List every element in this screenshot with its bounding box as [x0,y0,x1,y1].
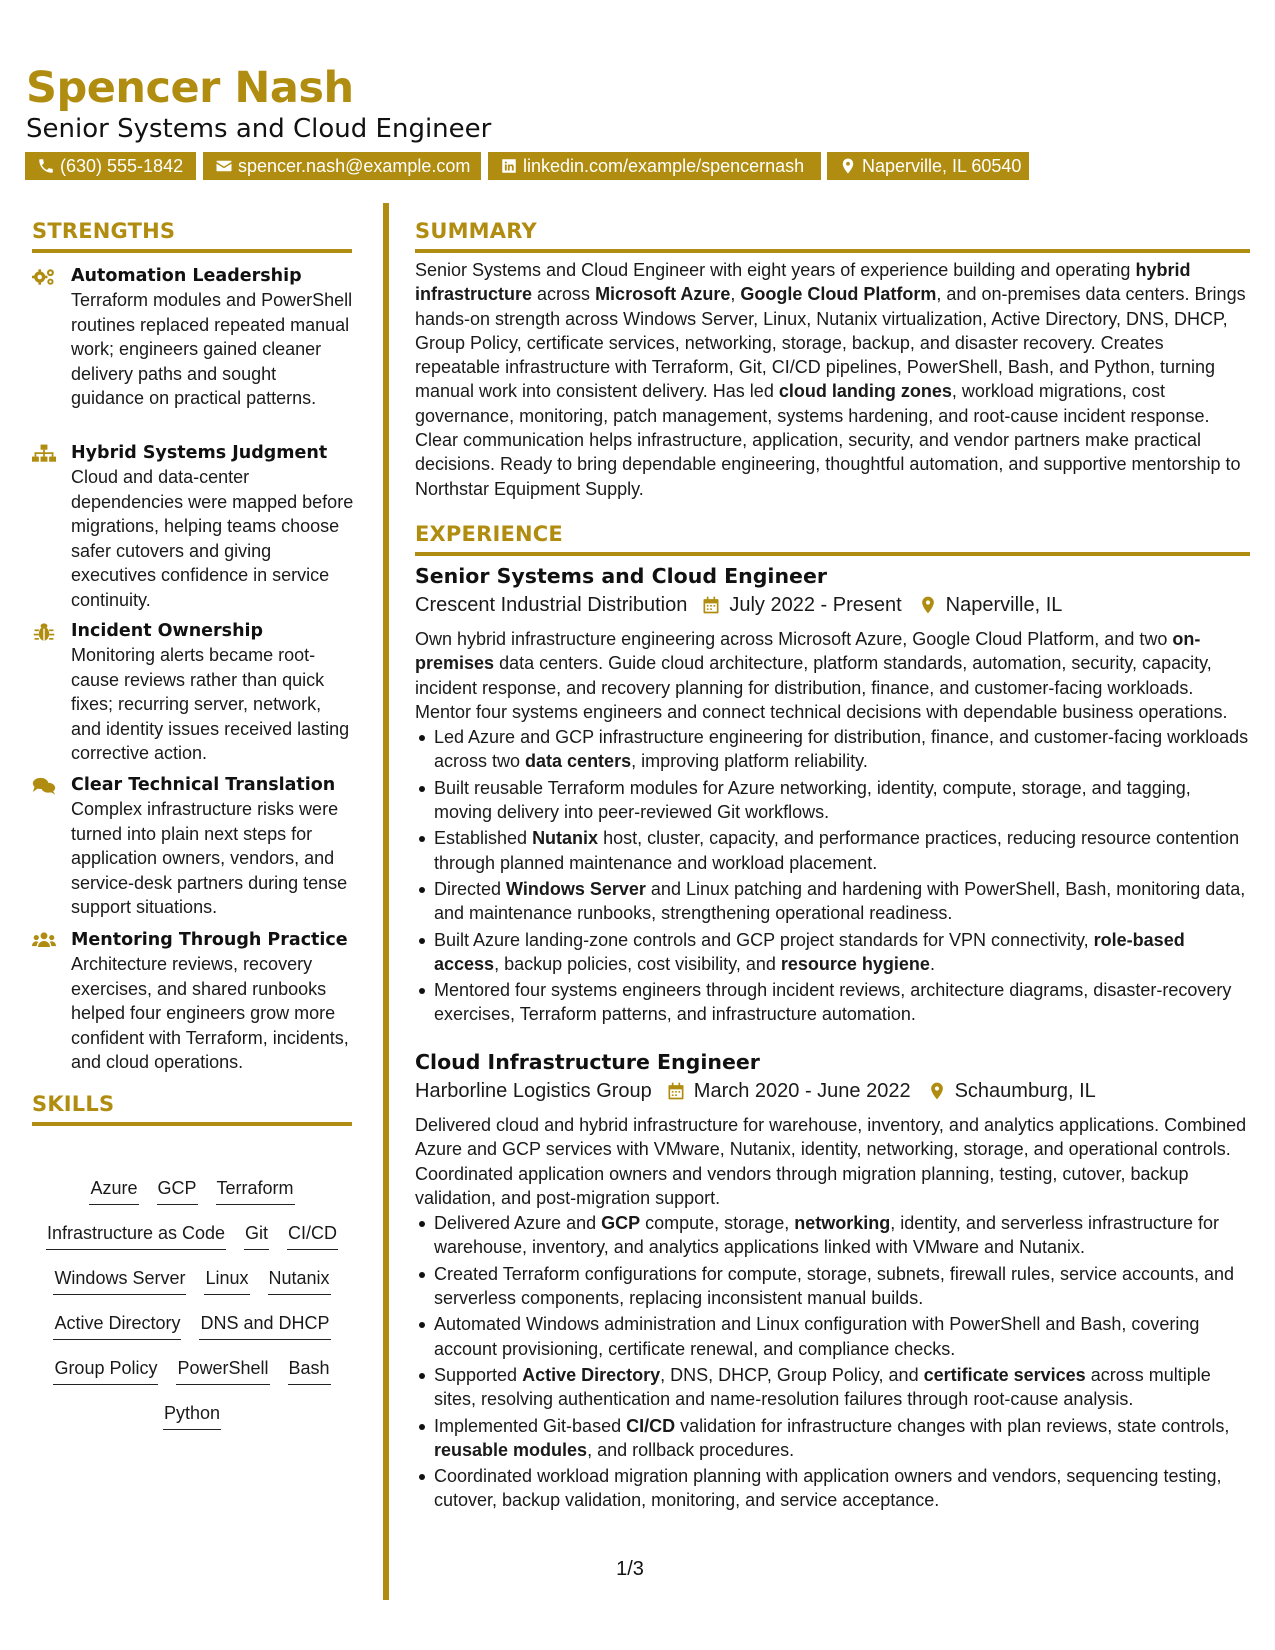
skills-list [32,1175,352,1445]
skill-tag: DNS and DHCP [199,1310,330,1340]
bold-text: Windows Server [506,878,646,899]
bold-text: role-based access [434,929,1185,974]
text-run: Own hybrid infrastructure engineering across Microsoft Azure, Google Cloud Platform, and two [415,629,1173,649]
skill-row [32,1265,352,1310]
bold-text: on-premises [415,629,1201,674]
skill-tag: Infrastructure as Code [46,1220,226,1250]
contact-linkedin-text: linkedin.com/example/spencernash [523,156,805,176]
text-run: , [730,284,741,305]
text-run: Coordinated workload migration planning with application owners and vendors, sequencing testing, cutover, backup validation, monitoring, and service acceptance. [434,1466,1222,1511]
text-run: Supported [434,1364,523,1385]
job-bullets [415,725,1250,1027]
bold-text: resource hygiene [780,953,930,974]
bold-text: certificate services [923,1364,1086,1385]
bold-text: GCP [601,1213,641,1234]
job-bullet [415,928,1250,977]
job-title: Senior Systems and Cloud Engineer [415,564,827,588]
contact-linkedin[interactable] [488,152,821,180]
text-run: Automated Windows administration and Linux configuration with PowerShell and Bash, covering account provisioning, certificate renewal, and compliance checks. [434,1314,1200,1359]
bold-text: networking [794,1213,891,1234]
job-bullet [415,1363,1250,1412]
job-bullet [415,877,1250,926]
text-run: , backup policies, cost visibility, and [494,953,781,974]
skill-row [32,1220,352,1265]
bug-icon [32,622,58,642]
text-run: Led Azure and GCP infrastructure engineering for distribution, finance, and customer-facing workloads across two [434,727,1249,772]
job-bullet [415,1414,1250,1463]
text-run: , and on-premises data centers. Brings hands-on strength across Windows Server, Linux, Nutanix virtualization, Active Directory, DNS, DHCP, Group Policy, certificate services, networking, storage, backup, and disaster recovery. Creates repeatable infrastructure with Terraform, Git, CI/CD pipelines, PowerShell, Bash, and Python, turning manual work into consistent delivery. Has led [415,284,1246,402]
text-run: Mentored four systems engineers through incident reviews, architecture diagrams, disaster-recovery exercises, Terraform patterns, and infrastructure automation. [434,980,1232,1025]
bold-text: cloud landing zones [778,381,952,402]
strength-body: Cloud and data-center dependencies were mapped before migrations, helping teams choose safer cutovers and giving executives confidence in service continuity. [71,467,354,610]
text-run: across [532,284,596,305]
strength-item [32,773,354,920]
text-run: host, cluster, capacity, and performance practices, reducing resource contention through planned maintenance and workload placement. [434,828,1240,873]
skill-tag: Nutanix [268,1265,331,1295]
job-bullet [415,1211,1250,1260]
envelope-icon [215,157,233,175]
skill-tag: Bash [288,1355,331,1385]
experience-rule [415,552,1250,556]
text-run: , identity, and serverless infrastructure for warehouse, inventory, and analytics applications linked with VMware and Nutanix. [434,1213,1220,1258]
job-location: Schaumburg, IL [954,1080,1096,1102]
skills-rule [32,1122,352,1126]
contact-location[interactable] [827,152,1029,180]
skill-row [32,1310,352,1355]
summary-heading: SUMMARY [415,219,537,243]
job-bullet [415,978,1250,1027]
linkedin-icon [500,157,518,175]
experience-heading: EXPERIENCE [415,522,563,546]
skill-tag: Group Policy [53,1355,158,1385]
candidate-title: Senior Systems and Cloud Engineer [26,114,492,144]
job-bullets [415,1211,1250,1513]
job-dates: July 2022 - Present [729,594,902,616]
skill-row [32,1400,352,1445]
text-run: Established [434,828,533,849]
candidate-name: Spencer Nash [26,63,354,113]
resume-header [26,62,1256,176]
skill-tag: Linux [204,1265,249,1295]
phone-icon [37,157,55,175]
job-bullet [415,1464,1250,1513]
strengths-rule [32,249,352,253]
bold-text: reusable modules [434,1439,588,1460]
calendar-icon [666,1081,686,1101]
calendar-icon [701,595,721,615]
job-dates: March 2020 - June 2022 [693,1080,911,1102]
text-run: , and rollback procedures. [587,1439,795,1460]
job-description [415,1113,1250,1210]
job-bullet [415,776,1250,825]
text-run: and Linux patching and hardening with PowerShell, Bash, monitoring data, and maintenance runbooks, strengthening operational readiness. [434,878,1246,924]
bold-text: Nutanix [532,828,599,849]
job-meta [415,591,1250,619]
strength-title: Mentoring Through Practice [71,930,348,950]
strength-title: Automation Leadership [71,266,302,286]
location-pin-icon [927,1081,947,1101]
contact-phone-text: (630) 555-1842 [60,156,184,176]
text-run: . [929,953,935,974]
strength-body: Terraform modules and PowerShell routines replaced repeated manual work; engineers gained cleaner delivery paths and sought guidance on practical patterns. [71,290,353,408]
contact-email-text: spencer.nash@example.com [238,156,471,176]
text-run: Delivered Azure and [434,1213,602,1234]
job-company: Harborline Logistics Group [415,1080,652,1102]
strengths-heading: STRENGTHS [32,219,176,243]
strength-body: Architecture reviews, recovery exercises, and shared runbooks helped four engineers grow more confident with Terraform, incidents, and cloud operations. [71,954,349,1072]
location-pin-icon [839,157,857,175]
contact-location-text: Naperville, IL 60540 [862,156,1022,176]
strength-title: Incident Ownership [71,621,264,641]
skill-tag: CI/CD [287,1220,338,1250]
strength-body: Monitoring alerts became root-cause reviews rather than quick fixes; recurring server, network, and identity issues received lasting corrective action. [71,645,350,763]
text-run: , workload migrations, cost governance, monitoring, patch management, systems hardening, and root-cause incident response. Clear communication helps infrastructure, application, security, and vendor partners make practical decisions. Ready to bring dependable engineering, thoughtful automation, and supportive mentorship to Northstar Equipment Supply. [415,381,1241,499]
skill-tag: PowerShell [176,1355,269,1385]
bold-text: hybrid infrastructure [415,260,1191,305]
bold-text: CI/CD [626,1415,676,1436]
location-pin-icon [918,595,938,615]
text-run: , DNS, DHCP, Group Policy, and [660,1364,924,1385]
skill-tag: Python [163,1400,221,1430]
job-bullet [415,1262,1250,1311]
text-run: Created Terraform configurations for compute, storage, subnets, firewall rules, service accounts, and serverless components, replacing inconsistent manual builds. [434,1263,1235,1309]
text-run: Directed [434,878,507,899]
bold-text: Active Directory [522,1364,661,1385]
chat-bubbles-icon [32,776,58,796]
strength-title: Hybrid Systems Judgment [71,443,328,463]
contact-phone[interactable] [25,152,196,180]
job-entry [415,562,1250,1029]
skill-row [32,1355,352,1400]
bold-text: Microsoft Azure [595,284,731,305]
skill-tag: GCP [157,1175,198,1205]
skills-heading: SKILLS [32,1092,115,1116]
skill-tag: Active Directory [53,1310,181,1340]
gears-icon [32,267,58,287]
skill-tag: Terraform [216,1175,295,1205]
strength-item [32,619,354,766]
job-entry [415,1048,1250,1515]
skill-row [32,1175,352,1220]
job-bullet [415,1312,1250,1361]
strength-item [32,928,354,1075]
sitemap-icon [32,444,58,464]
text-run: data centers. Guide cloud architecture, platform standards, automation, security, capacity, incident response, and recovery planning for distribution, finance, and customer-facing workloads. Mentor four systems engineers and connect technical decisions with dependable business operations. [415,653,1228,722]
skill-tag: Azure [89,1175,138,1205]
text-run: compute, storage, [640,1213,795,1234]
job-company: Crescent Industrial Distribution [415,594,688,616]
text-run: , improving platform reliability. [631,751,868,772]
summary-text [415,258,1250,501]
page-number: 1/3 [616,1558,644,1580]
job-location: Naperville, IL [945,594,1063,616]
bold-text: Google Cloud Platform [740,284,937,305]
contact-email[interactable] [203,152,481,180]
text-run: Built Azure landing-zone controls and GCP project standards for VPN connectivity, [434,929,1094,950]
users-icon [32,931,58,951]
column-divider [383,203,389,1600]
skill-tag: Git [244,1220,269,1250]
summary-rule [415,249,1250,253]
text-run: validation for infrastructure changes with plan reviews, state controls, [675,1415,1230,1436]
text-run: Delivered cloud and hybrid infrastructure for warehouse, inventory, and analytics applications. Combined Azure and GCP services with VMware, Nutanix, identity, networking, storage, and operational controls. Coordinated application owners and vendors through migration planning, testing, cutover, backup validation, and post-migration support. [415,1115,1247,1208]
skill-tag: Windows Server [53,1265,186,1295]
strength-item [32,441,354,612]
bold-text: data centers [525,751,632,772]
text-run: Implemented Git-based [434,1415,627,1436]
text-run: Built reusable Terraform modules for Azure networking, identity, compute, storage, and tagging, moving delivery into peer-reviewed Git workflows. [434,777,1191,823]
job-bullet [415,826,1250,875]
text-run: across multiple sites, resolving authentication and name-resolution failures through root-cause analysis. [434,1364,1211,1410]
text-run: Senior Systems and Cloud Engineer with eight years of experience building and operating [415,260,1136,280]
strength-title: Clear Technical Translation [71,775,336,795]
job-description [415,627,1250,724]
strength-body: Complex infrastructure risks were turned into plain next steps for application owners, vendors, and service-desk partners during tense support situations. [71,799,348,917]
job-bullet [415,725,1250,774]
strength-item [32,264,354,411]
job-title: Cloud Infrastructure Engineer [415,1050,760,1074]
job-meta [415,1077,1250,1105]
